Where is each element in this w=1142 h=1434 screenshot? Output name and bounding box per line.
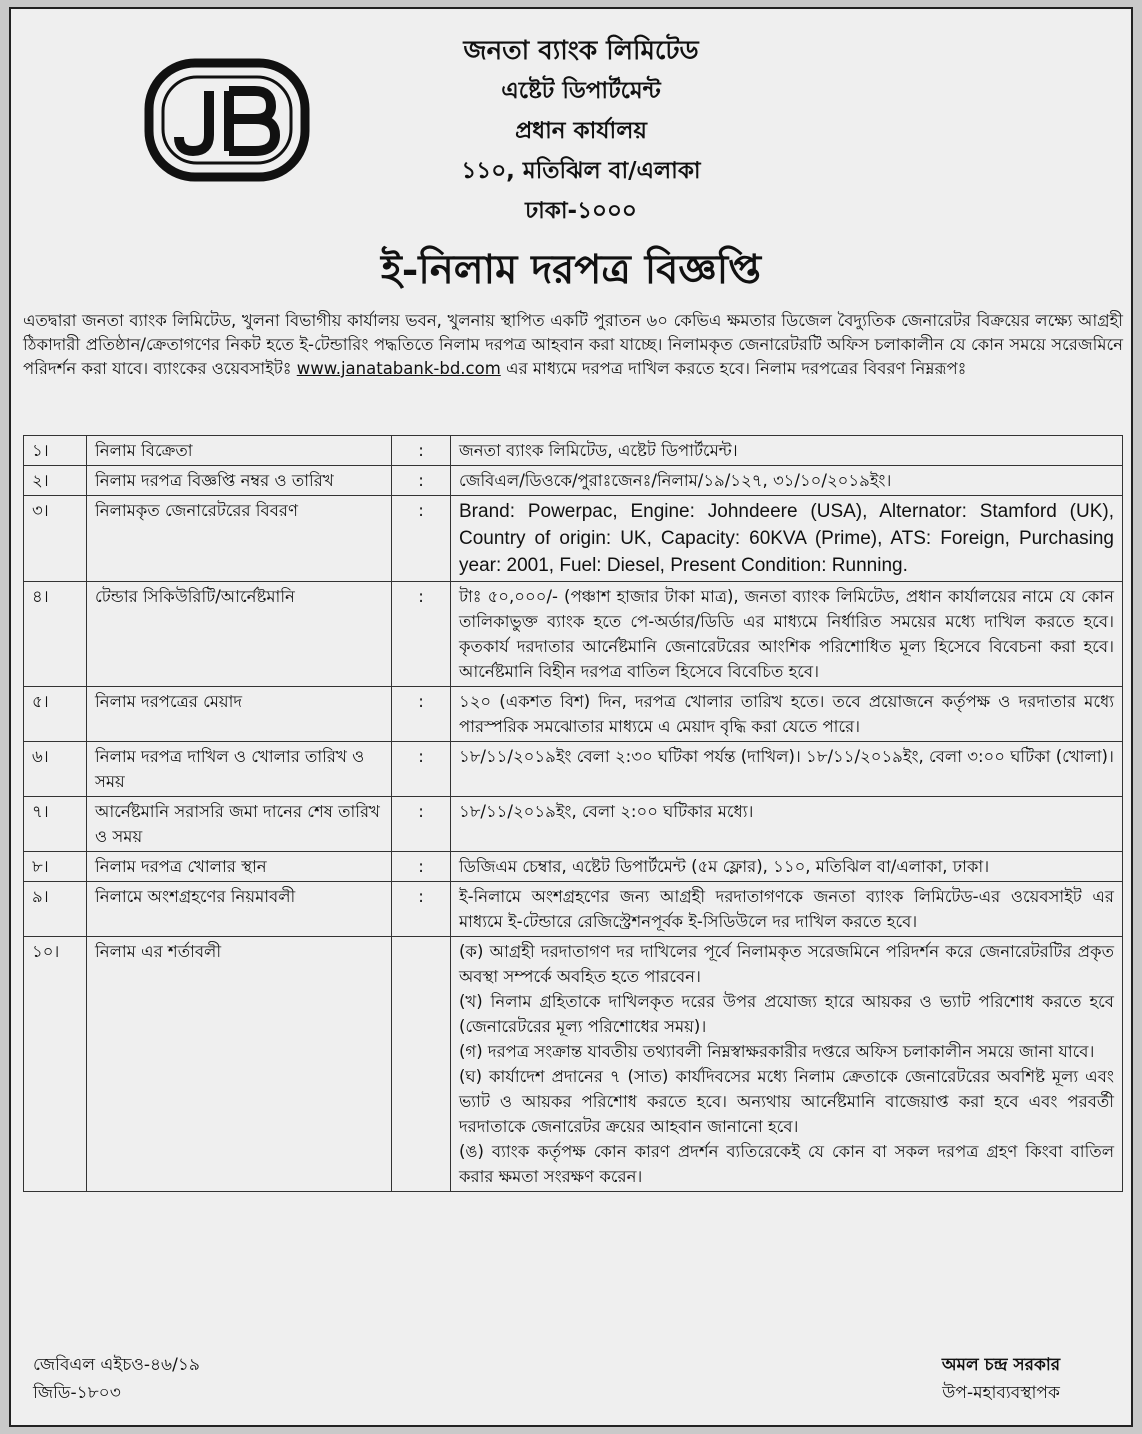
table-row xyxy=(24,882,1123,937)
conditions-list xyxy=(451,937,1123,1192)
row-label: টেন্ডার সিকিউরিটি/আর্নেষ্টমানি xyxy=(87,582,392,687)
table-row xyxy=(24,496,1123,582)
reference-number: জেবিএল এইচও-৪৬/১৯ xyxy=(33,1355,200,1375)
table-row xyxy=(24,466,1123,496)
row-value: Brand: Powerpac, Engine: Johndeere (USA), Alternator: Stamford (UK), Country of origin: UK, Capacity: 60KVA (Prime), ATS: Foreign, Purchasing year: 2001, Fuel: Diesel, Present Condition: Running. xyxy=(451,496,1123,582)
condition-item: (ঙ) ব্যাংক কর্তৃপক্ষ কোন কারণ প্রদর্শন ব্যতিরেকেই যে কোন বা সকল দরপত্র গ্রহণ কিংবা বাতিল করার ক্ষমতা সংরক্ষণ করেন। xyxy=(459,1142,1114,1186)
row-serial: ৭। xyxy=(24,797,87,852)
row-value: টাঃ ৫০,০০০/- (পঞ্চাশ হাজার টাকা মাত্র), জনতা ব্যাংক লিমিটেড, প্রধান কার্যালয়ের নামে যে কোন তালিকাভুক্ত ব্যাংক হতে পে-অর্ডার/ডিডি এর মাধ্যমে নির্ধারিত সময়ের মধ্যে দাখিল করতে হবে। কৃতকার্য দরদাতার আর্নেষ্টমানি জেনারেটরের আংশিক পরিশোধিত মূল্য হিসেবে বিবেচনা করা হবে। আর্নেষ্টমানি বিহীন দরপত্র বাতিল হিসেবে বিবেচিত হবে। xyxy=(451,582,1123,687)
row-value: ১৮/১১/২০১৯ইং, বেলা ২:০০ ঘটিকার মধ্যে। xyxy=(451,797,1123,852)
department-name: এষ্টেট ডিপার্টমেন্ট xyxy=(501,78,661,104)
website-link[interactable]: www.janatabank-bd.com xyxy=(296,359,501,378)
condition-item: (গ) দরপত্র সংক্রান্ত যাবতীয় তথ্যাবলী নিম্নস্বাক্ষরকারীর দপ্তরে অফিস চলাকালীন সময়ে জানা যাবে। xyxy=(459,1042,1095,1061)
row-colon: : xyxy=(392,582,451,687)
table-row xyxy=(24,852,1123,882)
row-label: আর্নেষ্টমানি সরাসরি জমা দানের শেষ তারিখ ও সময় xyxy=(87,797,392,852)
signer-name: অমল চন্দ্র সরকার xyxy=(941,1355,1061,1375)
row-label: নিলাম দরপত্র খোলার স্থান xyxy=(87,852,392,882)
row-label: নিলাম দরপত্র বিজ্ঞপ্তি নম্বর ও তারিখ xyxy=(87,466,392,496)
row-label: নিলাম দরপত্র দাখিল ও খোলার তারিখ ও সময় xyxy=(87,742,392,797)
row-serial: ১। xyxy=(24,436,87,466)
row-value: জেবিএল/ডিওকে/পুরাঃজেনঃ/নিলাম/১৯/১২৭, ৩১/১০/২০১৯ইং। xyxy=(451,466,1123,496)
row-serial: ১০। xyxy=(24,937,87,1192)
condition-item: (খ) নিলাম গ্রহিতাকে দাখিলকৃত দরের উপর প্রযোজ্য হারে আয়কর ও ভ্যাট পরিশোধ করতে হবে (জেনারেটরের মূল্য পরিশোধের সময়)। xyxy=(459,992,1114,1036)
row-value: ই-নিলামে অংশগ্রহণের জন্য আগ্রহী দরদাতাগণকে জনতা ব্যাংক লিমিটেড-এর ওয়েবসাইট এর মাধ্যমে ই-টেন্ডারে রেজিস্ট্রেশনপূর্বক ই-সিডিউলে দর দাখিল করতে হবে। xyxy=(451,882,1123,937)
row-colon: : xyxy=(392,742,451,797)
reference-numbers xyxy=(33,1351,200,1407)
row-colon-empty xyxy=(392,937,451,1192)
row-colon: : xyxy=(392,797,451,852)
table-row xyxy=(24,582,1123,687)
row-colon: : xyxy=(392,466,451,496)
row-value: ১৮/১১/২০১৯ইং বেলা ২:৩০ ঘটিকা পর্যন্ত (দাখিল)। ১৮/১১/২০১৯ইং, বেলা ৩:০০ ঘটিকা (খোলা)। xyxy=(451,742,1123,797)
signature-block xyxy=(891,1351,1111,1407)
row-serial: ৮। xyxy=(24,852,87,882)
row-colon: : xyxy=(392,436,451,466)
row-serial: ৪। xyxy=(24,582,87,687)
table-row xyxy=(24,797,1123,852)
table-row xyxy=(24,436,1123,466)
row-serial: ২। xyxy=(24,466,87,496)
notice-page xyxy=(9,7,1133,1427)
table-row xyxy=(24,687,1123,742)
row-label: নিলাম এর শর্তাবলী xyxy=(87,937,392,1192)
row-serial: ৩। xyxy=(24,496,87,582)
row-value: ১২০ (একশত বিশ) দিন, দরপত্র খোলার তারিখ হতে। তবে প্রয়োজনে কর্তৃপক্ষ ও দরদাতার মধ্যে পারস্পরিক সমঝোতার মাধ্যমে এ মেয়াদ বৃদ্ধি করা যেতে পারে। xyxy=(451,687,1123,742)
intro-text-start: এতদ্বারা জনতা ব্যাংক লিমিটেড, খুলনা বিভাগীয় কার্যালয় ভবন, খুলনায় স্থাপিত একটি পুরাতন ৬০ কেভিএ ক্ষমতার ডিজেল বৈদ্যুতিক জেনারেটর বিক্রয়ের লক্ষ্যে আগ্রহী ঠিকাদারী প্রতিষ্ঠান/ক্রেতাগণের নিকট হতে ই-টেন্ডারিং পদ্ধতিতে নিলাম দরপত্র আহবান করা যাচ্ছে। নিলামকৃত জেনারেটরটি অফিস চলাকালীন যে কোন সময়ে সরেজমিনে পরিদর্শন করা যাবে। ব্যাংকের ওয়েবসাইটঃ xyxy=(23,311,1123,378)
office-name: প্রধান কার্যালয় xyxy=(515,118,647,144)
office-address: ১১০, মতিঝিল বা/এলাকা xyxy=(461,158,701,184)
row-colon: : xyxy=(392,852,451,882)
signer-title: উপ-মহাব্যবস্থাপক xyxy=(942,1383,1060,1403)
row-serial: ৫। xyxy=(24,687,87,742)
row-colon: : xyxy=(392,882,451,937)
condition-item: (ঘ) কার্যাদেশ প্রদানের ৭ (সাত) কার্যদিবসের মধ্যে নিলাম ক্রেতাকে জেনারেটরের অবশিষ্ট মূল্য এবং ভ্যাট ও আয়কর পরিশোধ করতে হবে। অন্যথায় আর্নেষ্টমানি বাজেয়াপ্ত করা হবে এবং পরবর্তী দরদাতাকে জেনারেটর ক্রয়ের আহবান জানানো হবে। xyxy=(459,1067,1114,1136)
bank-name: জনতা ব্যাংক লিমিটেড xyxy=(463,36,699,66)
row-label: নিলামকৃত জেনারেটরের বিবরণ xyxy=(87,496,392,582)
row-label: নিলামে অংশগ্রহণের নিয়মাবলী xyxy=(87,882,392,937)
intro-text-end: এর মাধ্যমে দরপত্র দাখিল করতে হবে। নিলাম দরপত্রের বিবরণ নিম্নরূপঃ xyxy=(500,359,967,378)
row-label: নিলাম দরপত্রের মেয়াদ xyxy=(87,687,392,742)
row-value: ডিজিএম চেম্বার, এষ্টেট ডিপার্টমেন্ট (৫ম ফ্লোর), ১১০, মতিঝিল বা/এলাকা, ঢাকা। xyxy=(451,852,1123,882)
tender-details-table xyxy=(23,435,1123,1192)
notice-title: ই-নিলাম দরপত্র বিজ্ঞপ্তি xyxy=(380,246,762,293)
row-serial: ৯। xyxy=(24,882,87,937)
row-serial: ৬। xyxy=(24,742,87,797)
table-row-conditions xyxy=(24,937,1123,1192)
row-colon: : xyxy=(392,687,451,742)
intro-paragraph xyxy=(23,309,1123,381)
row-value: জনতা ব্যাংক লিমিটেড, এষ্টেট ডিপার্টমেন্ট। xyxy=(451,436,1123,466)
letterhead xyxy=(241,29,921,231)
office-city: ঢাকা-১০০০ xyxy=(525,198,637,224)
condition-item: (ক) আগ্রহী দরদাতাগণ দর দাখিলের পূর্বে নিলামকৃত সরেজমিনে পরিদর্শন করে জেনারেটরটির প্রকৃত অবস্থা সম্পর্কে অবহিত হতে পারবেন। xyxy=(459,942,1114,986)
table-row xyxy=(24,742,1123,797)
gd-number: জিডি-১৮০৩ xyxy=(33,1383,121,1403)
row-colon: : xyxy=(392,496,451,582)
row-label: নিলাম বিক্রেতা xyxy=(87,436,392,466)
